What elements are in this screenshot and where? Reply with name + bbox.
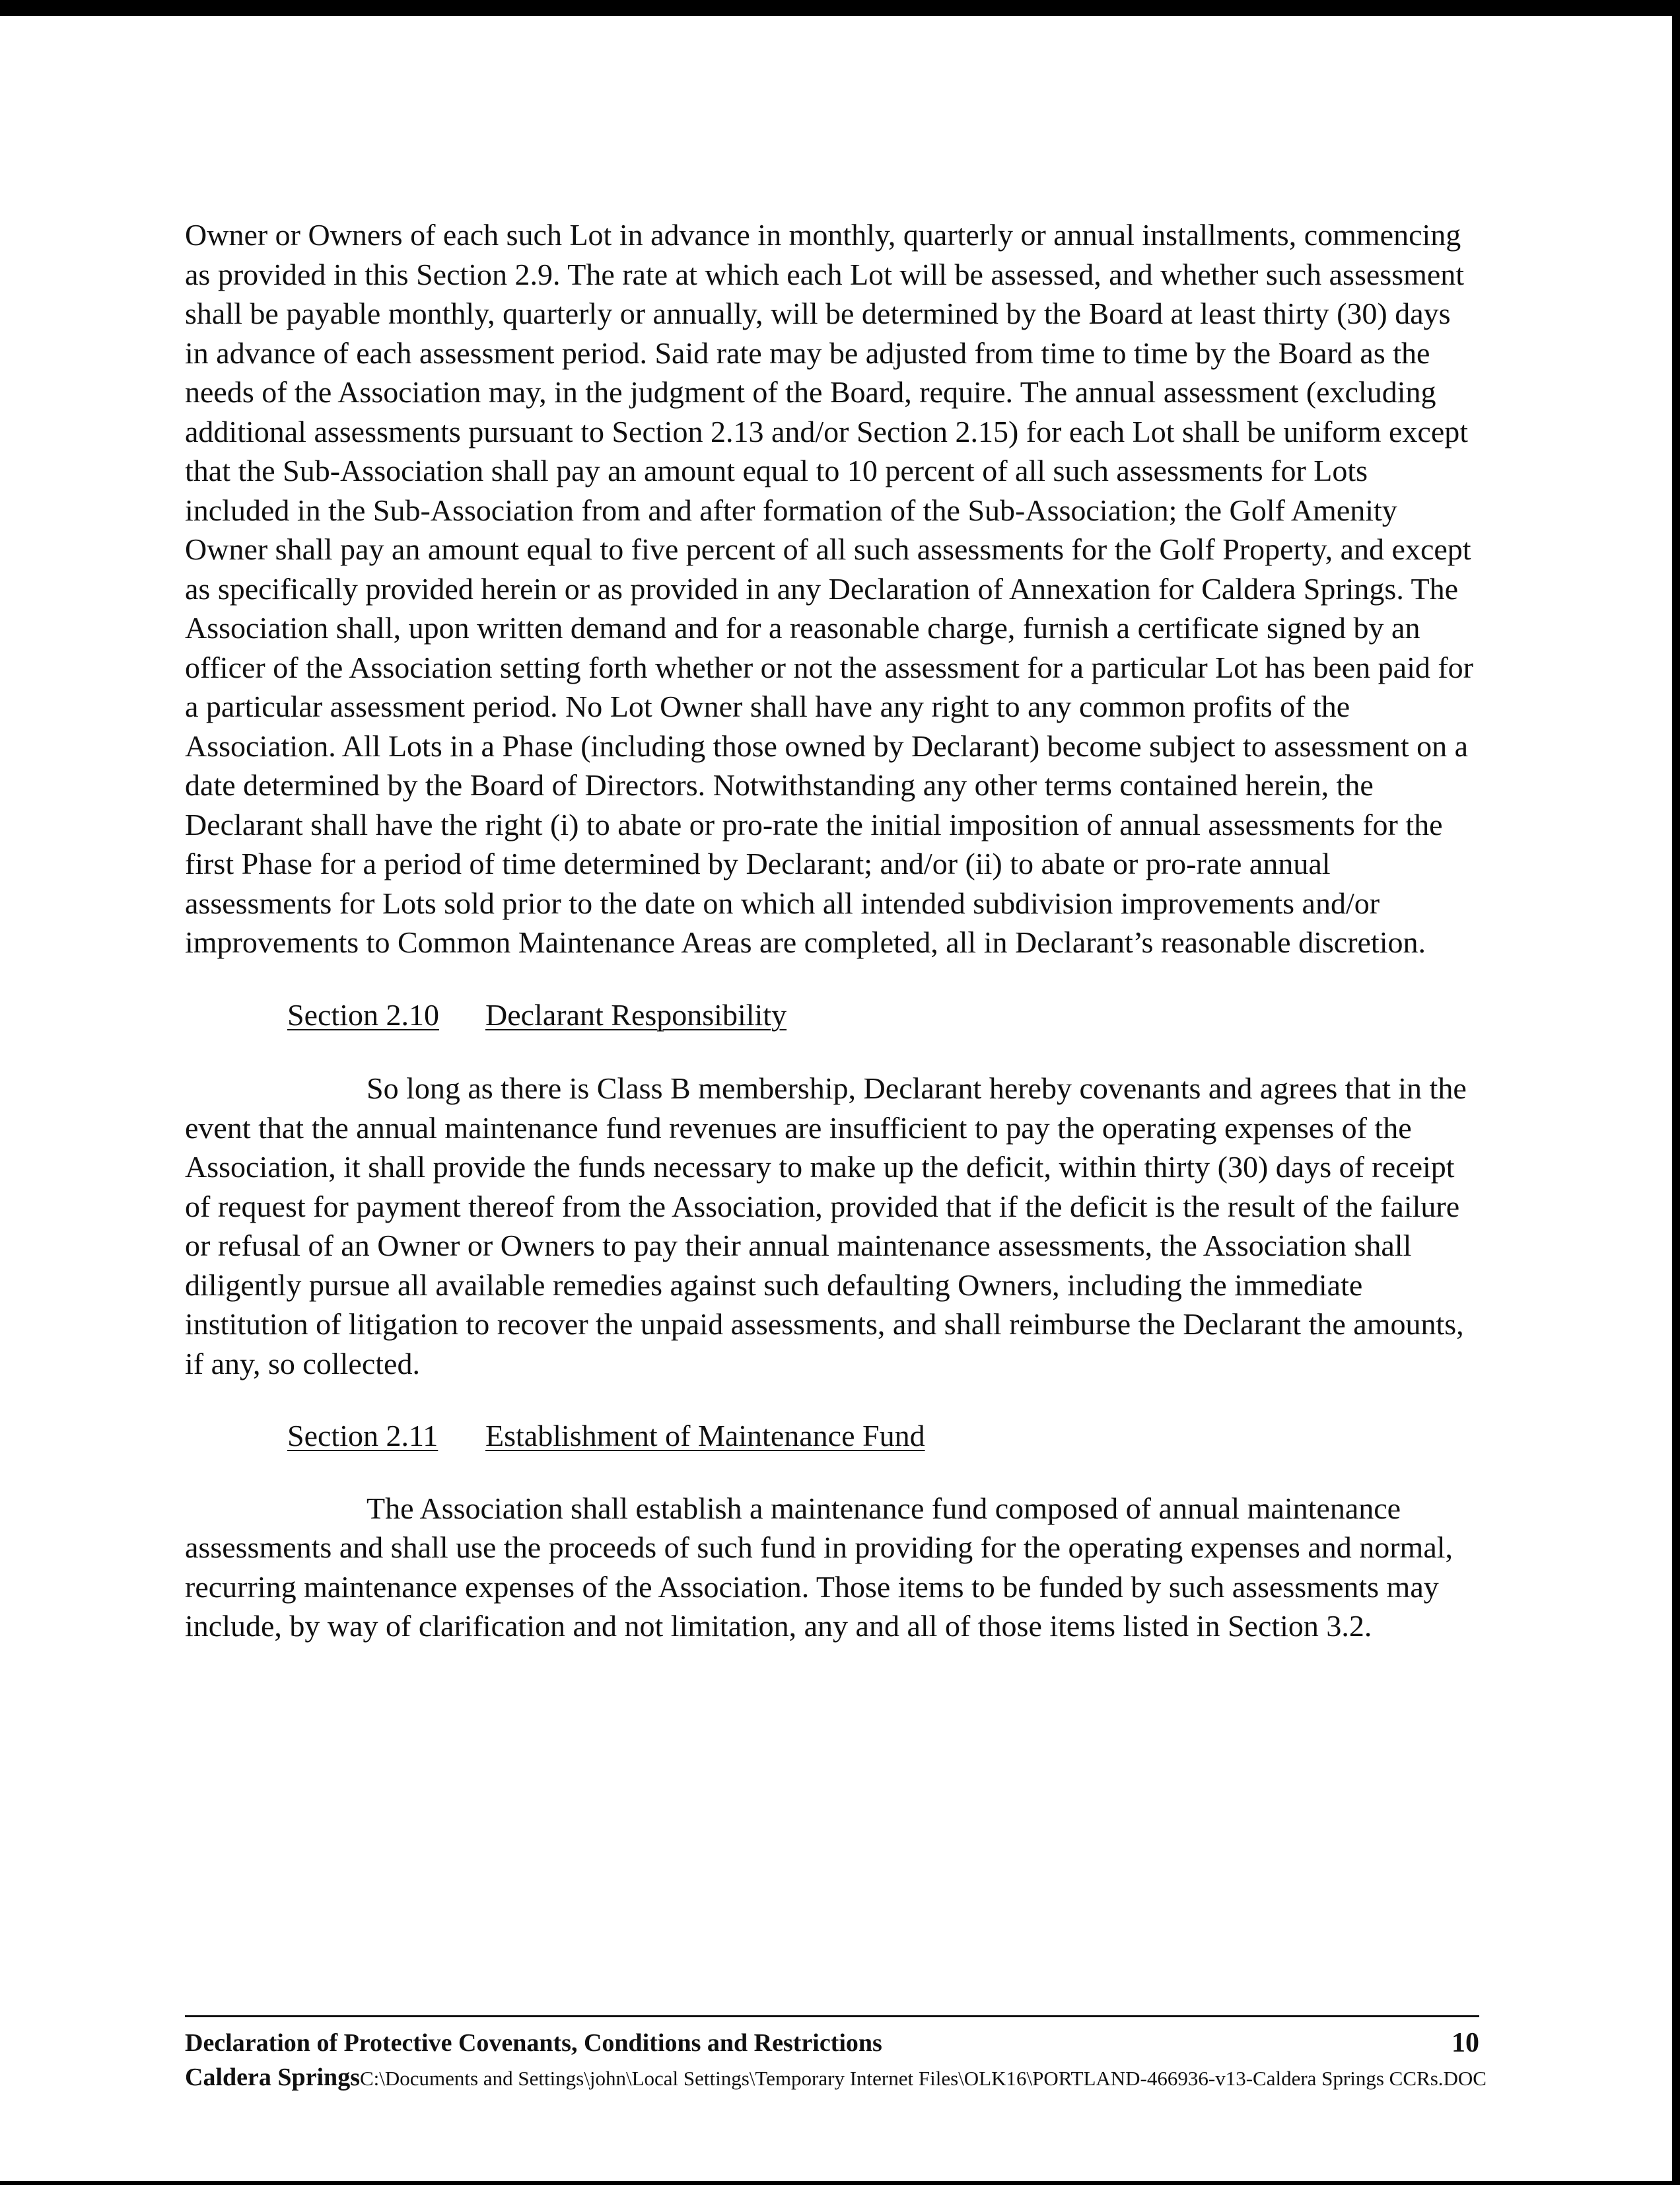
scan-border-top <box>0 0 1680 16</box>
section-2-10-text: So long as there is Class B membership, Declarant hereby covenants and agrees that in the event that the annual maintenance fund revenues are insufficient to pay the operating expenses of the Association, it shall provide the funds necessary to make up the deficit, within thirty (30) days of receipt of request for payment thereof from the Association, provided that if the deficit is the result of the failure or refusal of an Owner or Owners to pay their annual maintenance assessments, the Association shall diligently pursue all available remedies against such defaulting Owners, including the immediate institution of litigation to recover the unpaid assessments, and shall reimburse the Declarant the amounts, if any, so collected. <box>185 1071 1467 1380</box>
footer-file-path: C:\Documents and Settings\john\Local Settings\Temporary Internet Files\OLK16\PORTLAND-466936-v13-Caldera Springs CCRs.DOC <box>359 2067 1487 2090</box>
scan-border-right <box>1672 0 1680 2185</box>
section-title: Declarant Responsibility <box>485 997 787 1032</box>
footer-doc-title: Declaration of Protective Covenants, Conditions and Restrictions <box>185 2029 882 2057</box>
footer-divider <box>185 2015 1479 2017</box>
footer-file-line <box>185 2062 1572 2098</box>
page-number: 10 <box>1452 2028 1479 2058</box>
section-number: Section 2.11 <box>287 1419 438 1452</box>
section-title: Establishment of Maintenance Fund <box>485 1419 925 1452</box>
paragraph-assessment-continuation: Owner or Owners of each such Lot in advance in monthly, quarterly or annual installments, commencing as provided in this Section 2.9. The rate at which each Lot will be assessed, and whether such assessment shall be payable monthly, quarterly or annually, will be determined by the Board at least thirty (30) days in advance of each assessment period. Said rate may be adjusted from time to time by the Board as the needs of the Association may, in the judgment of the Board, require. The annual assessment (excluding additional assessments pursuant to Section 2.13 and/or Section 2.15) for each Lot shall be uniform except that the Sub-Association shall pay an amount equal to 10 percent of all such assessments for Lots included in the Sub-Association from and after formation of the Sub-Association; the Golf Amenity Owner shall pay an amount equal to five percent of all such assessments for the Golf Property, and except as specifically provided herein or as provided in any Declaration of Annexation for Caldera Springs. The Association shall, upon written demand and for a reasonable charge, furnish a certificate signed by an officer of the Association setting forth whether or not the assessment for a particular Lot has been paid for a particular assessment period. No Lot Owner shall have any right to any common profits of the Association. All Lots in a Phase (including those owned by Declarant) become subject to assessment on a date determined by the Board of Directors. Notwithstanding any other terms contained herein, the Declarant shall have the right (i) to abate or pro-rate the initial imposition of annual assessments for the first Phase for a period of time determined by Declarant; and/or (ii) to abate or pro-rate annual assessments for Lots sold prior to the date on which all intended subdivision improvements and/or improvements to Common Maintenance Areas are completed, all in Declarant’s reasonable discretion. <box>185 218 1474 959</box>
section-heading-2-11 <box>185 1416 1479 1456</box>
section-heading-2-10 <box>185 995 1479 1035</box>
footer-project-name: Caldera Springs <box>185 2063 360 2091</box>
scan-border-bottom <box>0 2181 1680 2185</box>
section-2-11-text: The Association shall establish a maintenance fund composed of annual maintenance assessments and shall use the proceeds of such fund in providing for the operating expenses and normal, recurring maintenance expenses of the Association. Those items to be funded by such assessments may include, by way of clarification and not limitation, any and all of those items listed in Section 3.2. <box>185 1491 1453 1643</box>
section-number: Section 2.10 <box>287 997 439 1032</box>
document-body <box>185 215 1479 1646</box>
